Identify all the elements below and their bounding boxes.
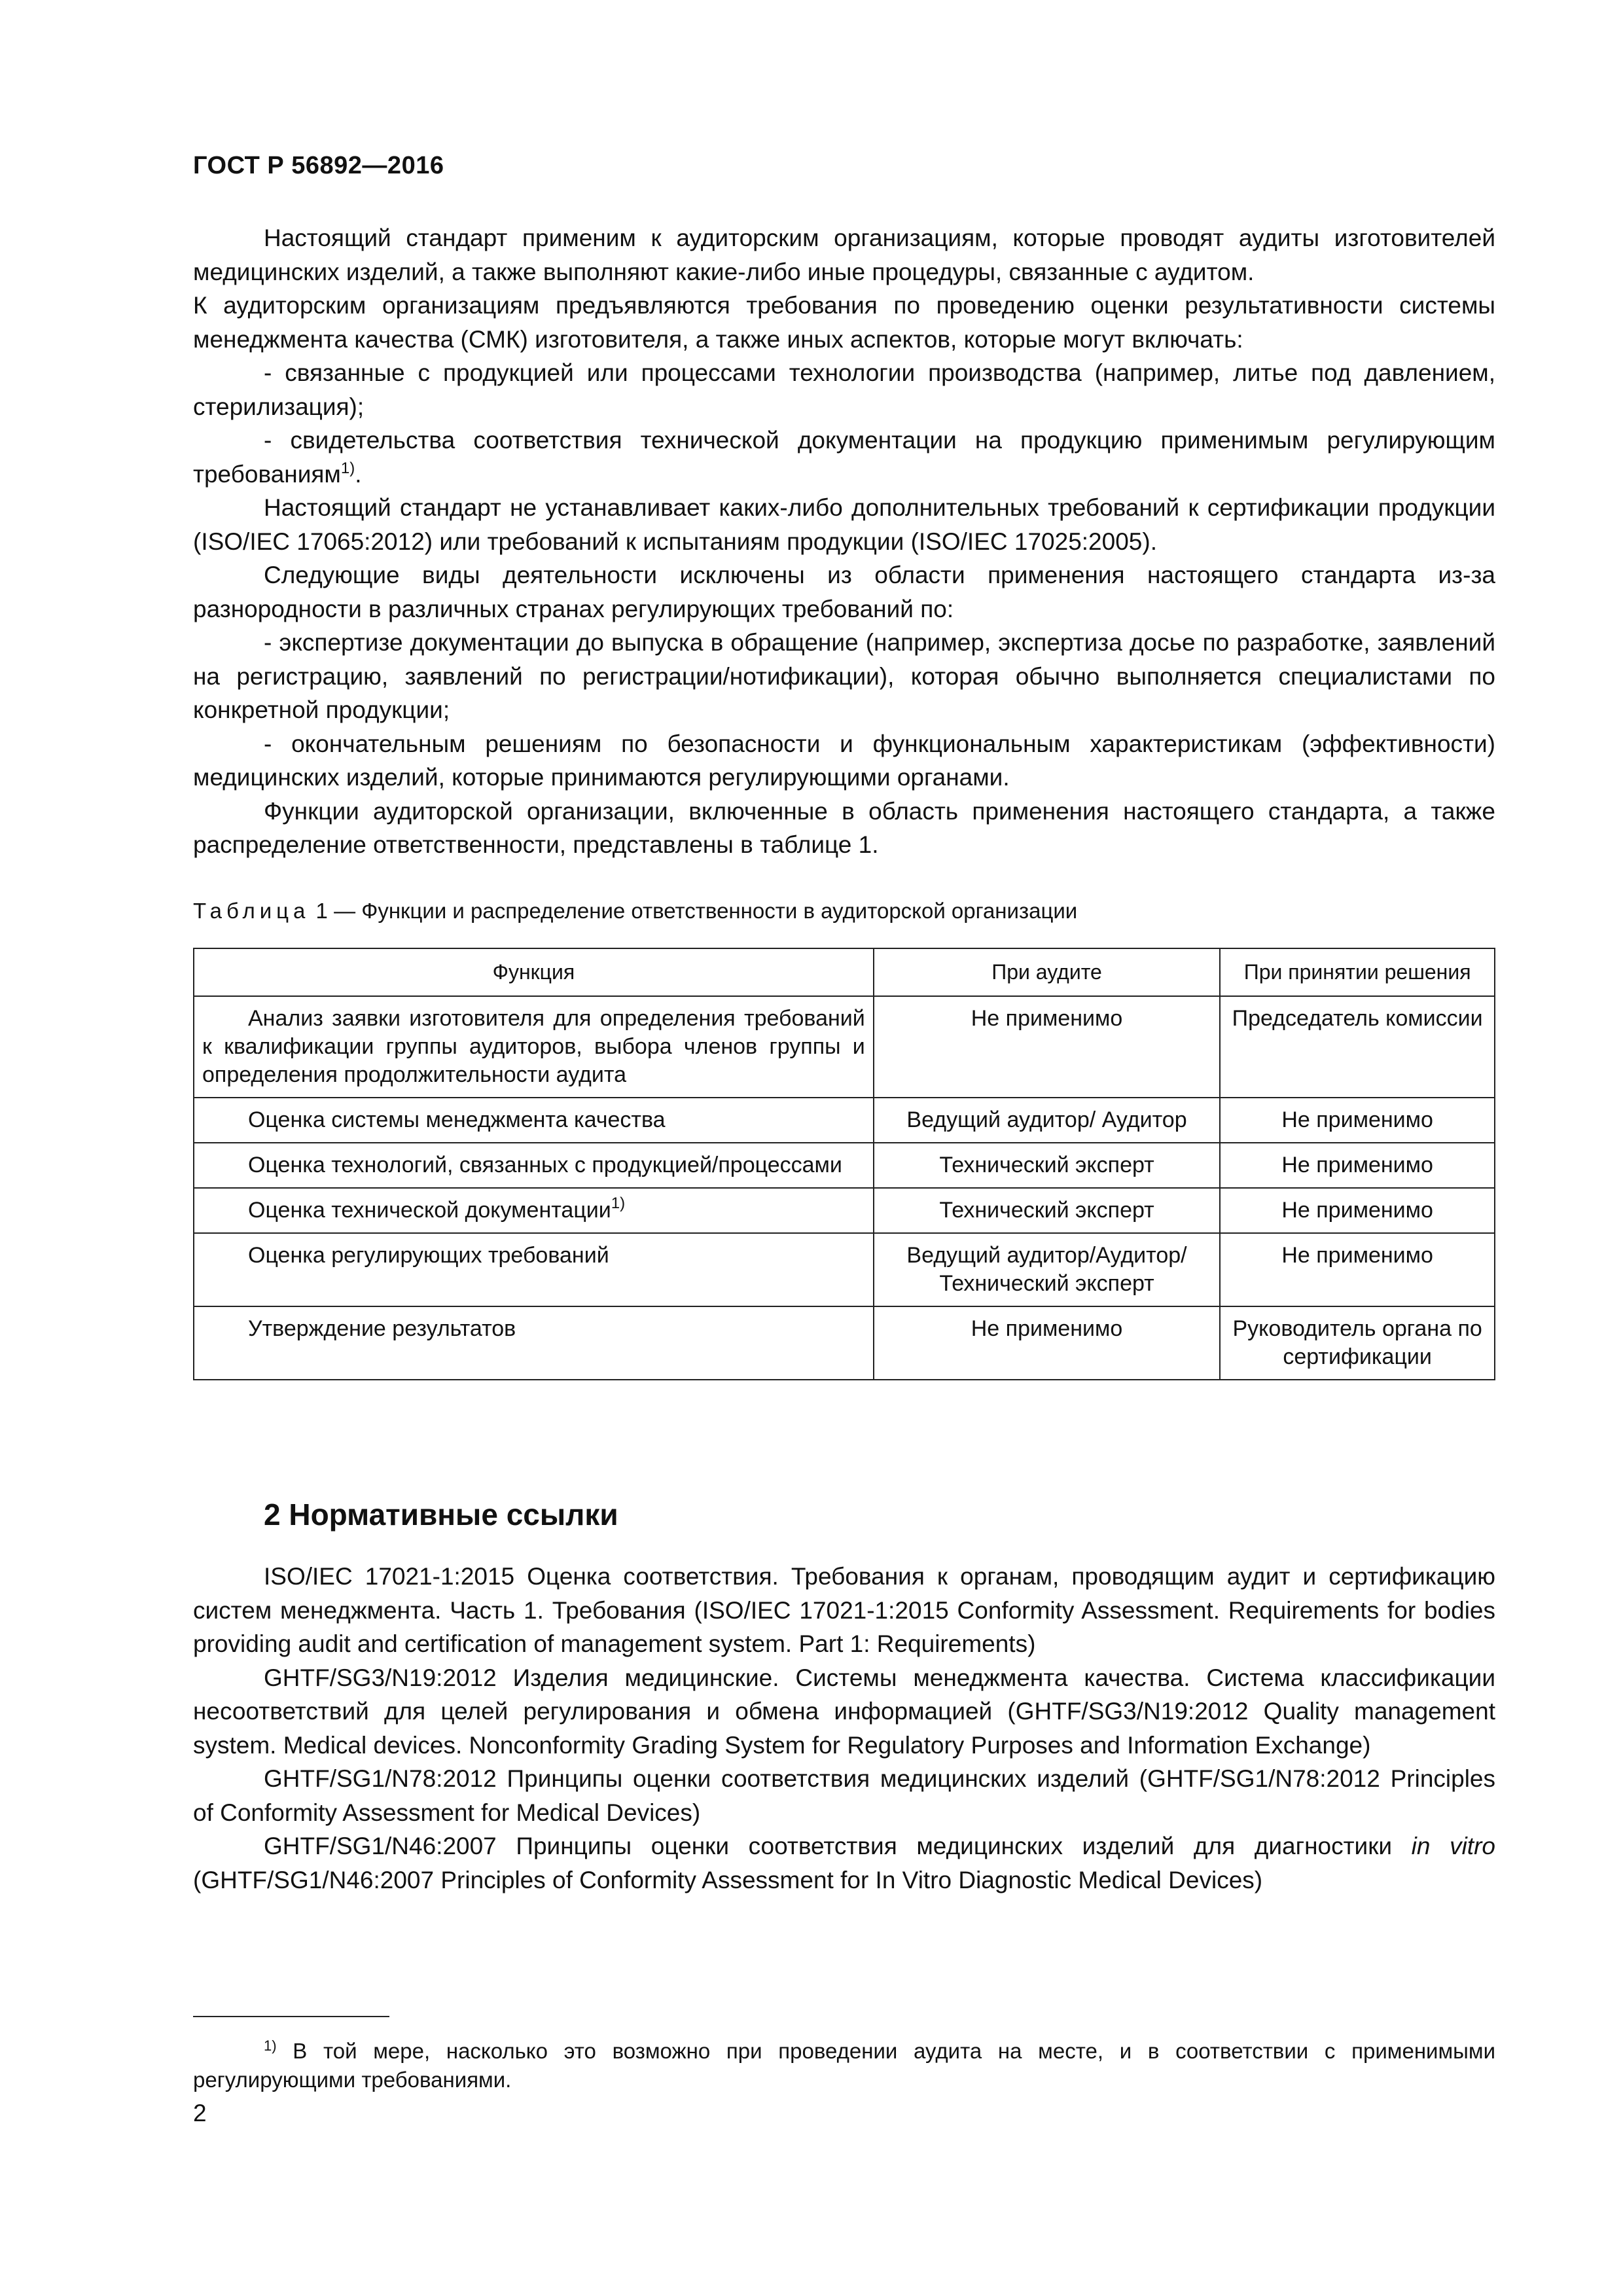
section-title: 2 Нормативные ссылки — [264, 1498, 618, 1532]
cell-audit: Технический эксперт — [874, 1188, 1220, 1233]
reference-item: GHTF/SG3/N19:2012 Изделия медицинские. Системы менеджмента качества. Система классификации несоответствий для целей регулирования и обмена информацией (GHTF/SG3/N19:2012 Quality management system. Medical devices. Nonconformity Grading System for Regulatory Purposes and Information Exchange) — [193, 1664, 1495, 1759]
cell-function: Оценка технической документации$^{1)}$ — [194, 1188, 874, 1233]
footnote — [193, 2037, 1495, 2094]
responsibility-table — [193, 948, 1495, 1380]
table-row — [194, 996, 1495, 1098]
document-header: ГОСТ Р 56892—2016 — [193, 152, 444, 179]
cell-decision: Не применимо — [1220, 1233, 1495, 1306]
normative-references — [193, 1560, 1495, 1897]
cell-audit: Не применимо — [874, 996, 1220, 1098]
page-number: 2 — [193, 2100, 207, 2126]
column-header-function: Функция — [194, 948, 874, 996]
table-caption — [193, 899, 1077, 924]
cell-audit: Ведущий аудитор/ Аудитор — [874, 1098, 1220, 1143]
cell-decision: Председатель комиссии — [1220, 996, 1495, 1098]
footnote-ref: 1) — [611, 1194, 626, 1212]
paragraph: Функции аудиторской организации, включенные в область применения настоящего стандарта, а также распределение ответственности, представлены в таблице 1. — [193, 797, 1495, 858]
cell-decision: Не применимо — [1220, 1188, 1495, 1233]
table-row — [194, 1188, 1495, 1233]
table-caption-label: Таблица — [193, 899, 310, 923]
reference-item: GHTF/SG1/N46:2007 Принципы оценки соответствия медицинских изделий для диагностики in vitro (GHTF/SG1/N46:2007 Principles of Conformity Assessment for In Vitro Diagnostic Medical Devices) — [193, 1833, 1495, 1893]
paragraph: - окончательным решениям по безопасности и функциональным характеристикам (эффективности) медицинских изделий, которые принимаются регулирующими органами. — [193, 730, 1495, 791]
cell-function: Анализ заявки изготовителя для определения требований к квалификации группы аудиторов, выбора членов группы и определения продолжительности аудита — [194, 996, 874, 1098]
paragraph: Настоящий стандарт применим к аудиторским организациям, которые проводят аудиты изготовителей медицинских изделий, а также выполняют какие-либо иные процедуры, связанные с аудитом. — [193, 224, 1495, 285]
paragraph: Настоящий стандарт не устанавливает каких-либо дополнительных требований к сертификации продукции (ISO/IEC 17065:2012) или требований к испытаниям продукции (ISO/IEC 17025:2005). — [193, 494, 1495, 555]
footnote-separator — [193, 2016, 389, 2017]
reference-item: ISO/IEC 17021-1:2015 Оценка соответствия. Требования к органам, проводящим аудит и сертификацию систем менеджмента. Часть 1. Требования (ISO/IEC 17021-1:2015 Conformity Assessment. Requirements for bodies providing audit and certification of management system. Part 1: Requirements) — [193, 1563, 1495, 1657]
cell-audit: Технический эксперт — [874, 1143, 1220, 1188]
footnote-ref: 1) — [340, 459, 355, 477]
footnote-marker: 1) — [264, 2037, 277, 2054]
paragraph: - экспертизе документации до выпуска в обращение (например, экспертиза досье по разработке, заявлений на регистрацию, заявлений по регистрации/нотификации), которая обычно выполняется специалистами по конкретной продукции; — [193, 629, 1495, 723]
table-row — [194, 1306, 1495, 1380]
column-header-audit: При аудите — [874, 948, 1220, 996]
cell-decision: Руководитель органа по сертификации — [1220, 1306, 1495, 1380]
table-row — [194, 1233, 1495, 1306]
table-row — [194, 1098, 1495, 1143]
column-header-decision: При принятии решения — [1220, 948, 1495, 996]
table-row — [194, 1143, 1495, 1188]
cell-function: Утверждение результатов — [194, 1306, 874, 1380]
paragraph: - связанные с продукцией или процессами технологии производства (например, литье под давлением, стерилизация); — [193, 359, 1495, 420]
reference-item: GHTF/SG1/N78:2012 Принципы оценки соответствия медицинских изделий (GHTF/SG1/N78:2012 Principles of Conformity Assessment for Medical Devices) — [193, 1765, 1495, 1826]
paragraph: - свидетельства соответствия технической документации на продукцию применимым регулирующим требованиям$^{1)}$. — [193, 427, 1495, 488]
cell-decision: Не применимо — [1220, 1143, 1495, 1188]
cell-audit: Ведущий аудитор/Аудитор/ Технический эксперт — [874, 1233, 1220, 1306]
cell-function: Оценка регулирующих требований — [194, 1233, 874, 1306]
intro-body — [193, 221, 1495, 862]
cell-audit: Не применимо — [874, 1306, 1220, 1380]
footnote-text: В той мере, насколько это возможно при проведении аудита на месте, и в соответствии с применимыми регулирующими требованиями. — [193, 2039, 1495, 2092]
table-caption-text: 1 — Функции и распределение ответственности в аудиторской организации — [310, 899, 1078, 923]
paragraph: К аудиторским организациям предъявляются требования по проведению оценки результативности системы менеджмента качества (СМК) изготовителя, а также иных аспектов, которые могут включать: — [193, 292, 1495, 353]
cell-decision: Не применимо — [1220, 1098, 1495, 1143]
paragraph: Следующие виды деятельности исключены из области применения настоящего стандарта из-за разнородности в различных странах регулирующих требований по: — [193, 562, 1495, 622]
cell-function: Оценка системы менеджмента качества — [194, 1098, 874, 1143]
table-header-row — [194, 948, 1495, 996]
cell-function: Оценка технологий, связанных с продукцией/процессами — [194, 1143, 874, 1188]
